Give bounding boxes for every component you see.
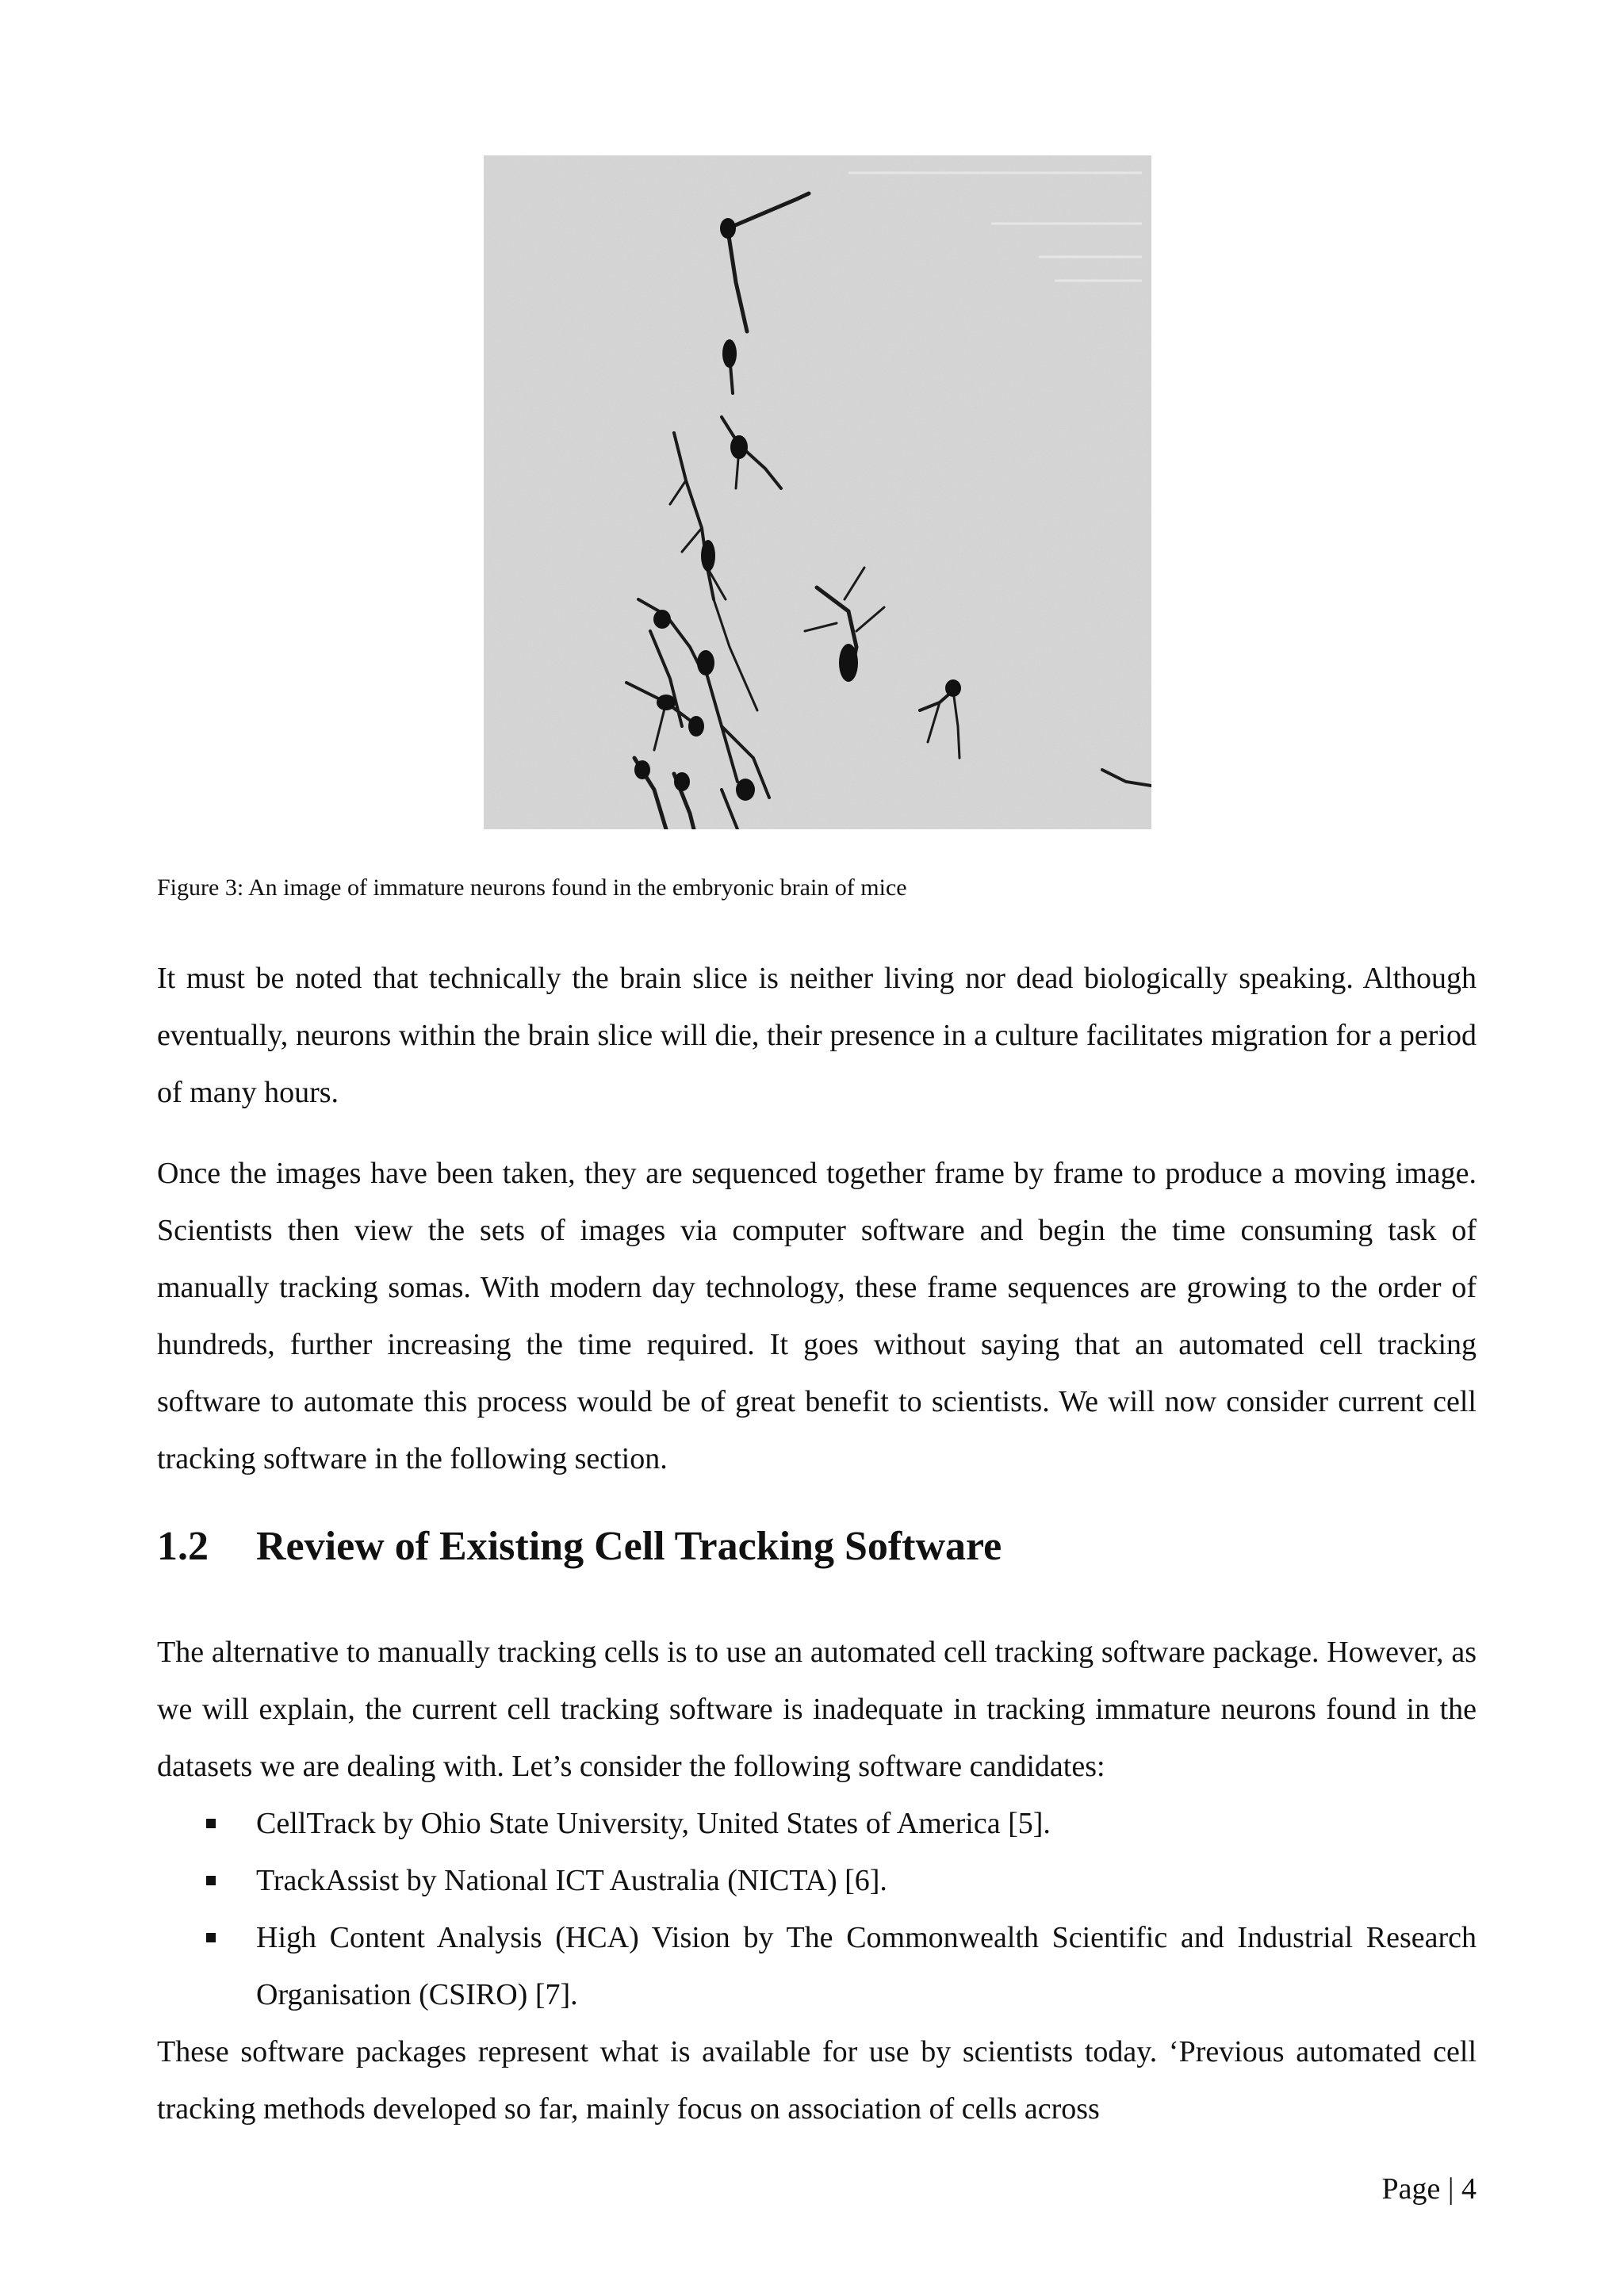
- section-heading: [157, 1519, 1477, 1575]
- paragraph-closing: These software packages represent what is available for use by scientists today. ‘Previous automated cell tracking methods developed so far, mainly focus on association of cells across: [157, 2035, 1477, 2126]
- list-item: High Content Analysis (HCA) Vision by The Commonwealth Scientific and Industrial Research Organisation (CSIRO) [7].: [157, 1909, 1477, 2023]
- list-item: CellTrack by Ohio State University, United States of America [5].: [157, 1795, 1477, 1852]
- list-item: TrackAssist by National ICT Australia (NICTA) [6].: [157, 1852, 1477, 1909]
- figure-neuron-image: [484, 155, 1151, 829]
- paragraph-alternative: The alternative to manually tracking cells is to use an automated cell tracking software package. However, as we will explain, the current cell tracking software is inadequate in tracking immature neurons found in the datasets we are dealing with. Let’s consider the following software candidates:: [157, 1636, 1477, 1783]
- bullet-square-icon: [206, 1933, 216, 1942]
- section-number: 1.2: [157, 1524, 209, 1569]
- paragraph-brain-slice: It must be noted that technically the brain slice is neither living nor dead biologically speaking. Although eventually, neurons within the brain slice will die, their presence in a culture facilitates migration for a period of many hours.: [157, 962, 1477, 1109]
- paragraph-image-sequencing: Once the images have been taken, they are sequenced together frame by frame to produce a moving image. Scientists then view the sets of images via computer software and begin the time consuming task of manually tracking somas. With modern day technology, these frame sequences are growing to the order of hundreds, further increasing the time required. It goes without saying that an automated cell tracking software to automate this process would be of great benefit to scientists. We will now consider current cell tracking software in the following section.: [157, 1157, 1477, 1475]
- neuron-microscopy-icon: [484, 155, 1151, 829]
- section-title: Review of Existing Cell Tracking Software: [256, 1524, 1002, 1569]
- bullet-square-icon: [206, 1819, 216, 1828]
- software-candidates-list: [157, 1795, 1477, 2023]
- bullet-square-icon: [206, 1876, 216, 1885]
- page-number: Page | 4: [1381, 2172, 1477, 2206]
- figure-caption: Figure 3: An image of immature neurons found in the embryonic brain of mice: [157, 874, 907, 901]
